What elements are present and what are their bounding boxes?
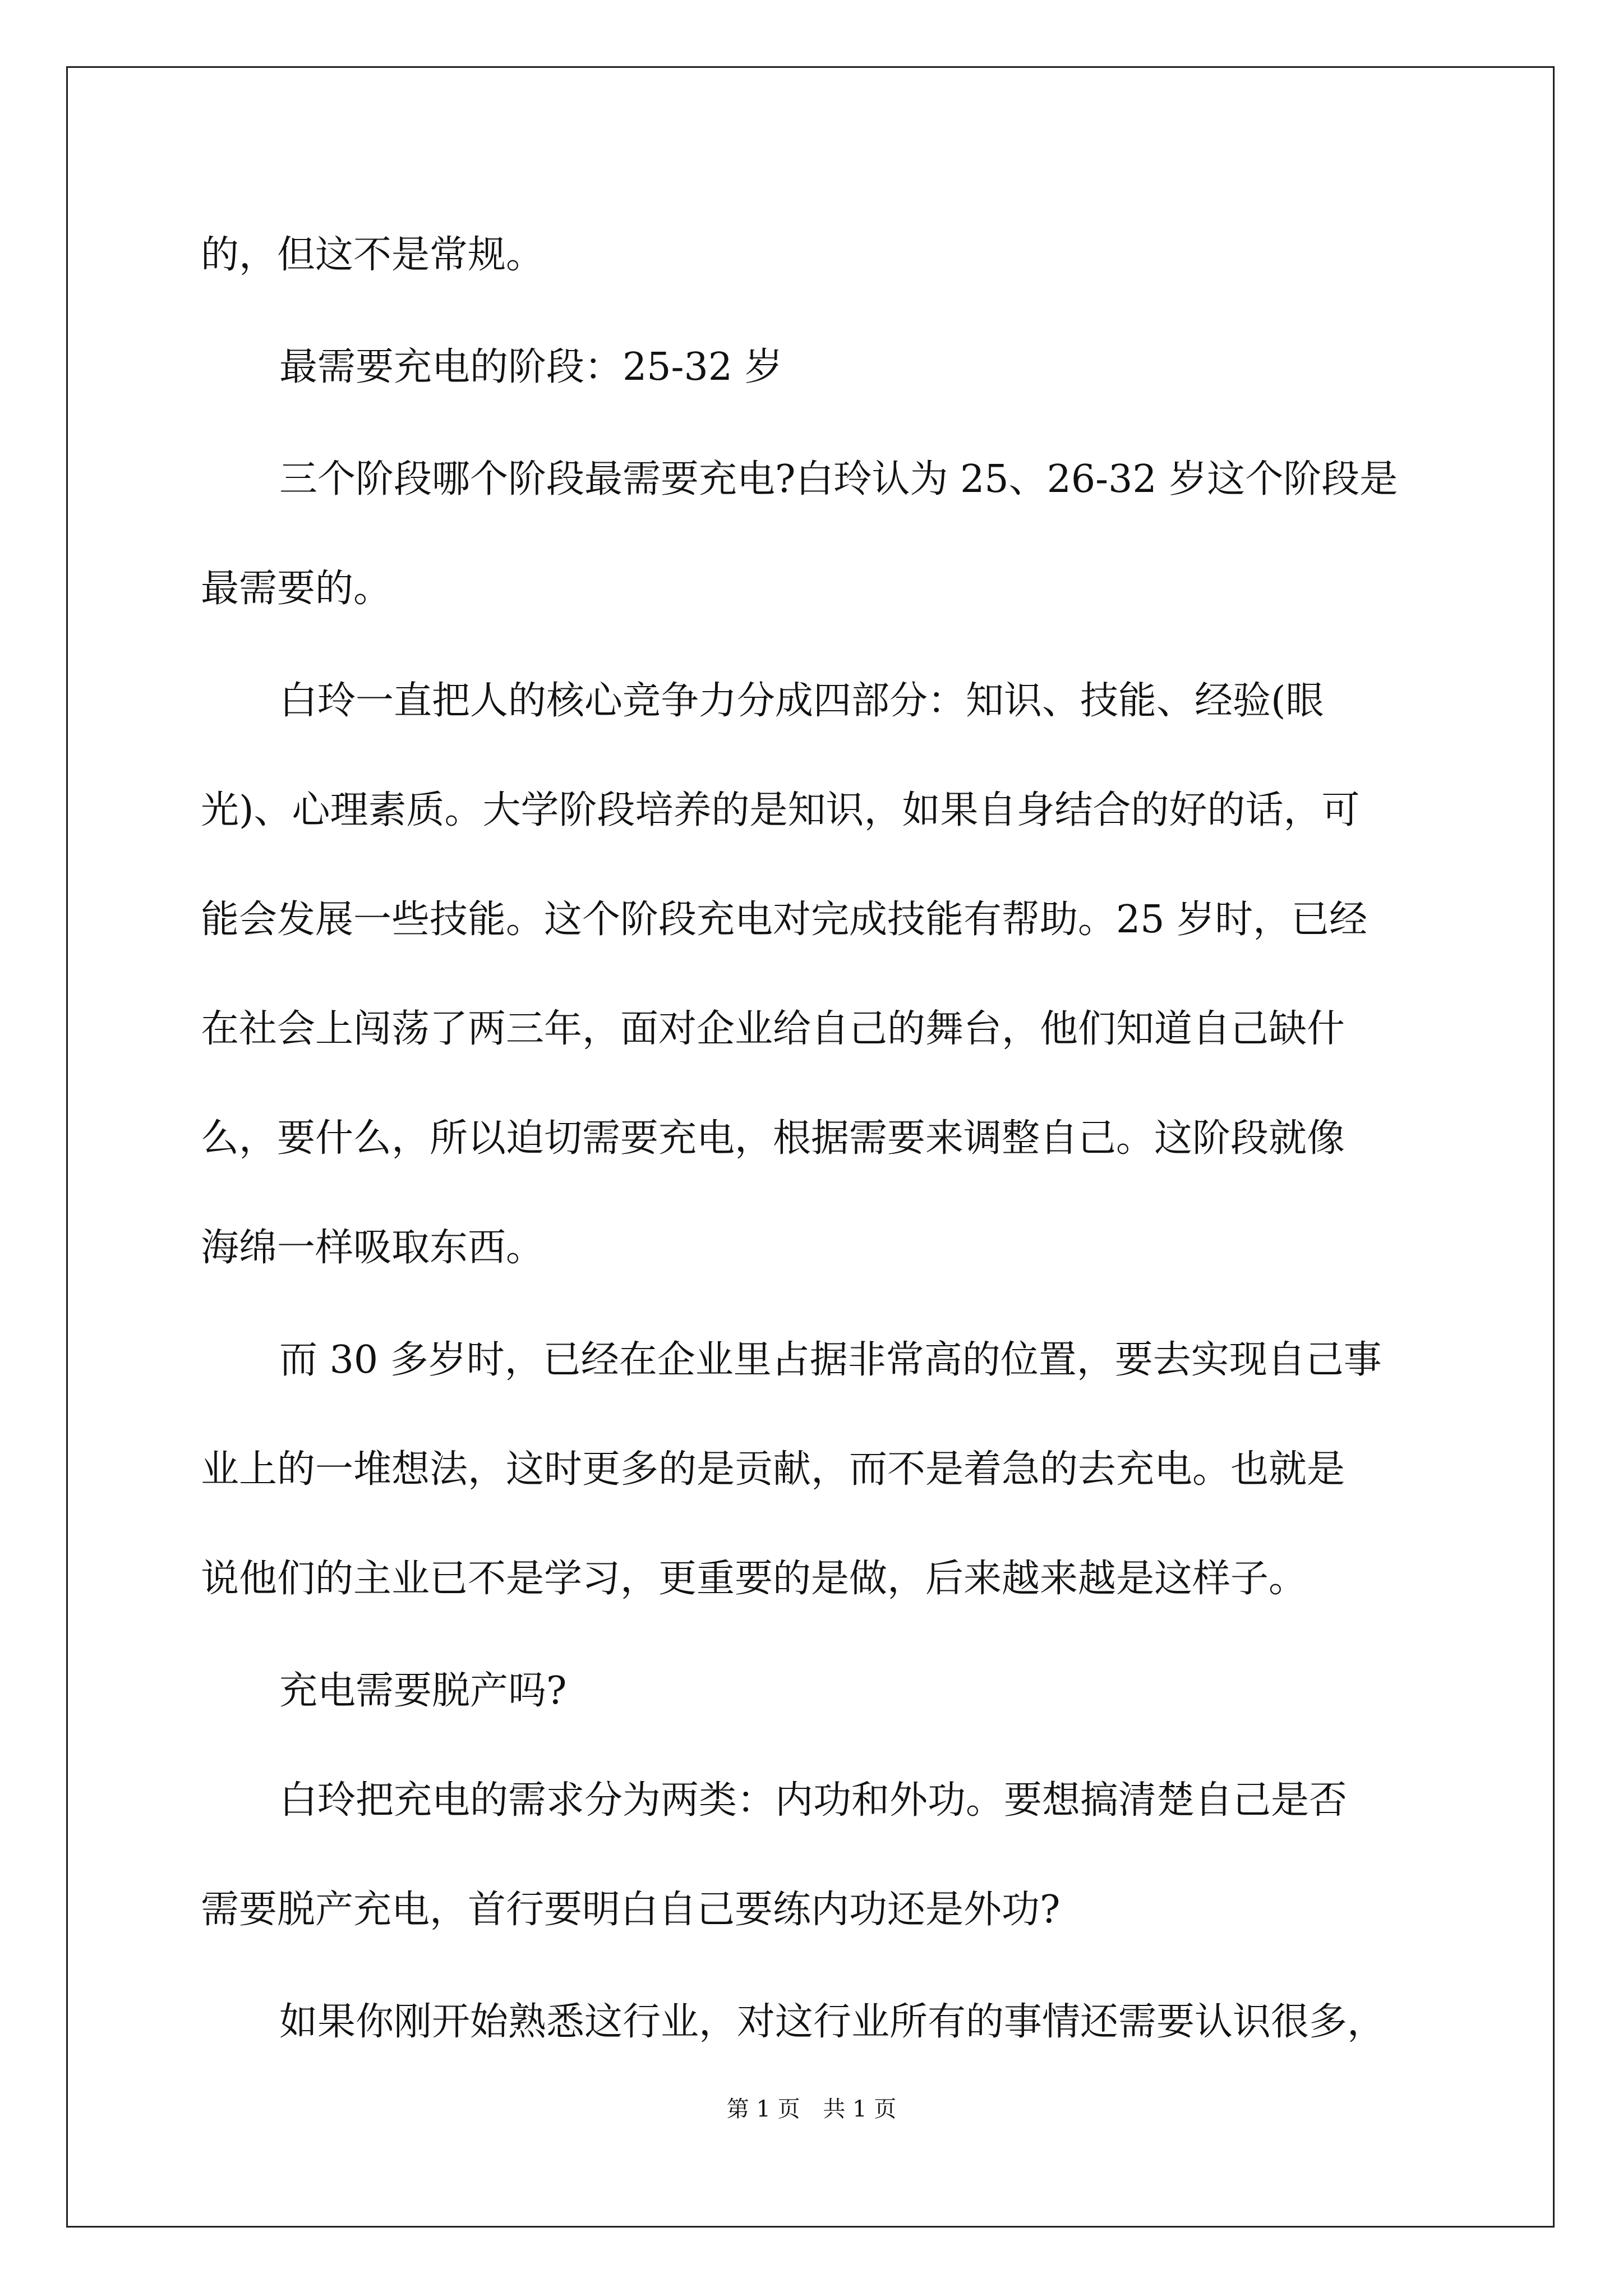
text-line: 如果你刚开始熟悉这行业，对这行业所有的事情还需要认识很多， xyxy=(279,2000,1386,2044)
text-line: 白玲把充电的需求分为两类：内功和外功。要想搞清楚自己是否 xyxy=(279,1778,1348,1823)
text-line: 需要脱产充电，首行要明白自己要练内功还是外功? xyxy=(201,1888,1061,1932)
section-heading: 充电需要脱产吗? xyxy=(279,1669,567,1713)
text-line: 而 30 多岁时，已经在企业里占据非常高的位置，要去实现自己事 xyxy=(279,1338,1382,1382)
text-line: 说他们的主业已不是学习，更重要的是做，后来越来越是这样子。 xyxy=(201,1557,1307,1601)
text-line: 白玲一直把人的核心竞争力分成四部分：知识、技能、经验(眼 xyxy=(279,679,1324,723)
text-line: 在社会上闯荡了两三年，面对企业给自己的舞台，他们知道自己缺什 xyxy=(201,1007,1345,1051)
section-heading: 最需要充电的阶段：25-32 岁 xyxy=(279,345,783,389)
text-line: 么，要什么，所以迫切需要充电，根据需要来调整自己。这阶段就像 xyxy=(201,1116,1345,1161)
text-line: 最需要的。 xyxy=(201,567,392,611)
text-line: 海绵一样吸取东西。 xyxy=(201,1226,545,1270)
text-line: 能会发展一些技能。这个阶段充电对完成技能有帮助。25 岁时，已经 xyxy=(201,898,1368,942)
page-footer xyxy=(0,2092,1623,2126)
text-line: 的，但这不是常规。 xyxy=(201,233,545,277)
text-line: 三个阶段哪个阶段最需要充电?白玲认为 25、26-32 岁这个阶段是 xyxy=(279,457,1398,501)
page-total: 共 1 页 xyxy=(823,2096,897,2122)
page-number: 第 1 页 xyxy=(726,2096,800,2122)
text-line: 业上的一堆想法，这时更多的是贡献，而不是着急的去充电。也就是 xyxy=(201,1447,1345,1492)
text-line: 光)、心理素质。大学阶段培养的是知识，如果自身结合的好的话，可 xyxy=(201,788,1360,832)
